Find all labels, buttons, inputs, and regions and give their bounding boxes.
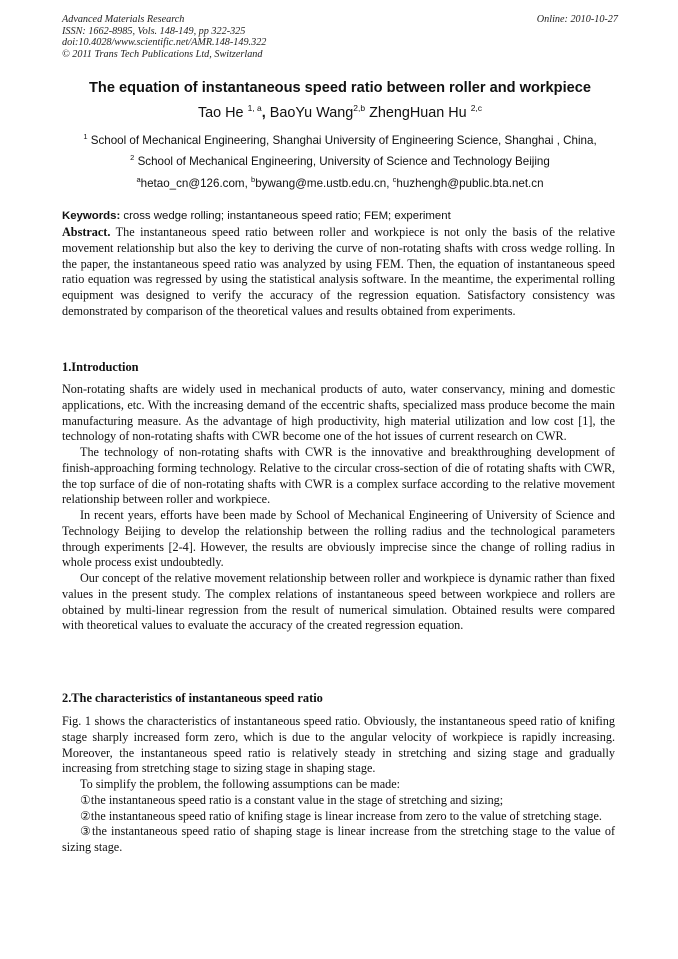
section-heading-characteristics: 2.The characteristics of instantaneous speed ratio — [62, 691, 323, 705]
author-list — [62, 103, 618, 121]
affiliation-2 — [62, 153, 618, 168]
assumption-item: ②the instantaneous speed ratio of knifing stage is linear increase from zero to the value of stretching stage. — [80, 808, 602, 823]
author-name: Tao He — [197, 105, 244, 121]
keywords-label: Keywords: — [62, 210, 121, 222]
abstract-label: Abstract. — [62, 225, 111, 239]
email-address: huzhengh@public.bta.net.cn — [396, 177, 544, 190]
online-date: Online: 2010-10-27 — [536, 14, 618, 25]
paper-title: The equation of instantaneous speed ratio between roller and workpiece — [89, 80, 591, 96]
author-superscript: 2,c — [470, 103, 483, 113]
author-superscript: 1, a — [247, 103, 262, 113]
author-superscript: 2,b — [353, 103, 366, 113]
issn-line: ISSN: 1662-8985, Vols. 148-149, pp 322-325 — [62, 25, 246, 37]
keywords-text: cross wedge rolling; instantaneous speed ratio; FEM; experiment — [120, 210, 451, 222]
email-superscript: a — [136, 175, 141, 184]
assumption-item: ①the instantaneous speed ratio is a constant value in the stage of stretching and sizing; — [80, 792, 504, 807]
section-heading-introduction: 1.Introduction — [62, 360, 139, 374]
doi-line: doi:10.4028/www.scientific.net/AMR.148-149.322 — [62, 37, 267, 49]
section-characteristics — [62, 714, 615, 856]
email-superscript: b — [251, 175, 256, 184]
journal-header — [62, 14, 618, 60]
paragraph: In recent years, efforts have been made by School of Mechanical Engineering of University of Science and Technology Beijing to develop the relationship between the rolling radius and the technological parameters through experiments [2-4]. However, the results are obviously imprecise since the change of rolling radius in whole process exist undoubtedly. — [62, 508, 615, 570]
assumption-item: ③the instantaneous speed ratio of shaping stage is linear increase from the stretching stage to the value of sizing stage. — [62, 824, 615, 854]
email-address: hetao_cn@126.com, — [140, 177, 252, 190]
copyright-line: © 2011 Trans Tech Publications Ltd, Switzerland — [62, 48, 263, 60]
paragraph: Our concept of the relative movement relationship between roller and workpiece is dynamic rather than fixed values in the present study. The complex relations of instantaneous speed between workpiece and rollers are obtained by multi-linear regression from the result of numerical simulation. Obtained results were compared with theoretical values to evaluate the accuracy of the created regression equation. — [62, 571, 615, 633]
affiliation-text: School of Mechanical Engineering, University of Science and Technology Beijing — [137, 155, 550, 168]
paragraph: The technology of non-rotating shafts with CWR is the innovative and breakthroughing development of finish-approaching forming technology. Relative to the circular cross-section of die of rotating shafts with CWR, the top surface of die of non-rotating shafts with CWR is a complex surface according to the relative movement relationship between roller and workpiece. — [62, 445, 615, 507]
email-line — [62, 175, 618, 190]
paragraph: Non-rotating shafts are widely used in mechanical products of auto, water conservancy, mining and domestic applications, etc. With the increasing demand of the eccentric shafts, specialized mass produce become the main manufacturing measure. As the advantage of high productivity, high material utilization and low cost [1], the technology of non-rotating shafts with CWR become one of the hot issues of current research on CWR. — [62, 382, 615, 444]
journal-name: Advanced Materials Research — [62, 14, 185, 25]
author-name: ZhengHuan Hu — [369, 105, 467, 121]
paragraph: Fig. 1 shows the characteristics of instantaneous speed ratio. Obviously, the instantaneous speed ratio of knifing stage sharply increased form zero, which is due to the angular velocity of workpiece is rapidly increasing. Moreover, the instantaneous speed ratio is relatively steady in stretching and sizing stage and gradually increasing from stretching stage to sizing stage in shaping stage. — [62, 714, 615, 776]
section-introduction — [62, 382, 615, 634]
author-separator: , — [261, 105, 266, 121]
author-name: BaoYu Wang — [269, 105, 354, 121]
affiliation-superscript: 2 — [130, 153, 135, 162]
affiliation-text: School of Mechanical Engineering, Shanghai University of Engineering Science, Shanghai , China, — [90, 134, 597, 147]
paragraph: To simplify the problem, the following assumptions can be made: — [80, 777, 401, 791]
email-superscript: c — [392, 175, 397, 184]
affiliation-superscript: 1 — [83, 132, 88, 141]
keywords — [62, 209, 615, 225]
abstract-text: The instantaneous speed ratio between roller and workpiece is not only the basis of the relative movement relationship but also the key to deriving the curve of non-rotating shafts with cross wedge rolling. In the paper, the instantaneous speed ratio was analyzed by using FEM. Then, the equation of instantaneous speed ratio equation was regressed by using the statistical analysis software. In the meantime, the experimental rolling equipment was designed to verify the accuracy of the regression equation. Satisfactory consistency was demonstrated by comparison of the theoretical values and results obtained from experiments. — [62, 225, 615, 318]
abstract — [62, 225, 615, 320]
affiliation-1 — [62, 132, 618, 147]
email-address: bywang@me.ustb.edu.cn, — [255, 177, 393, 190]
